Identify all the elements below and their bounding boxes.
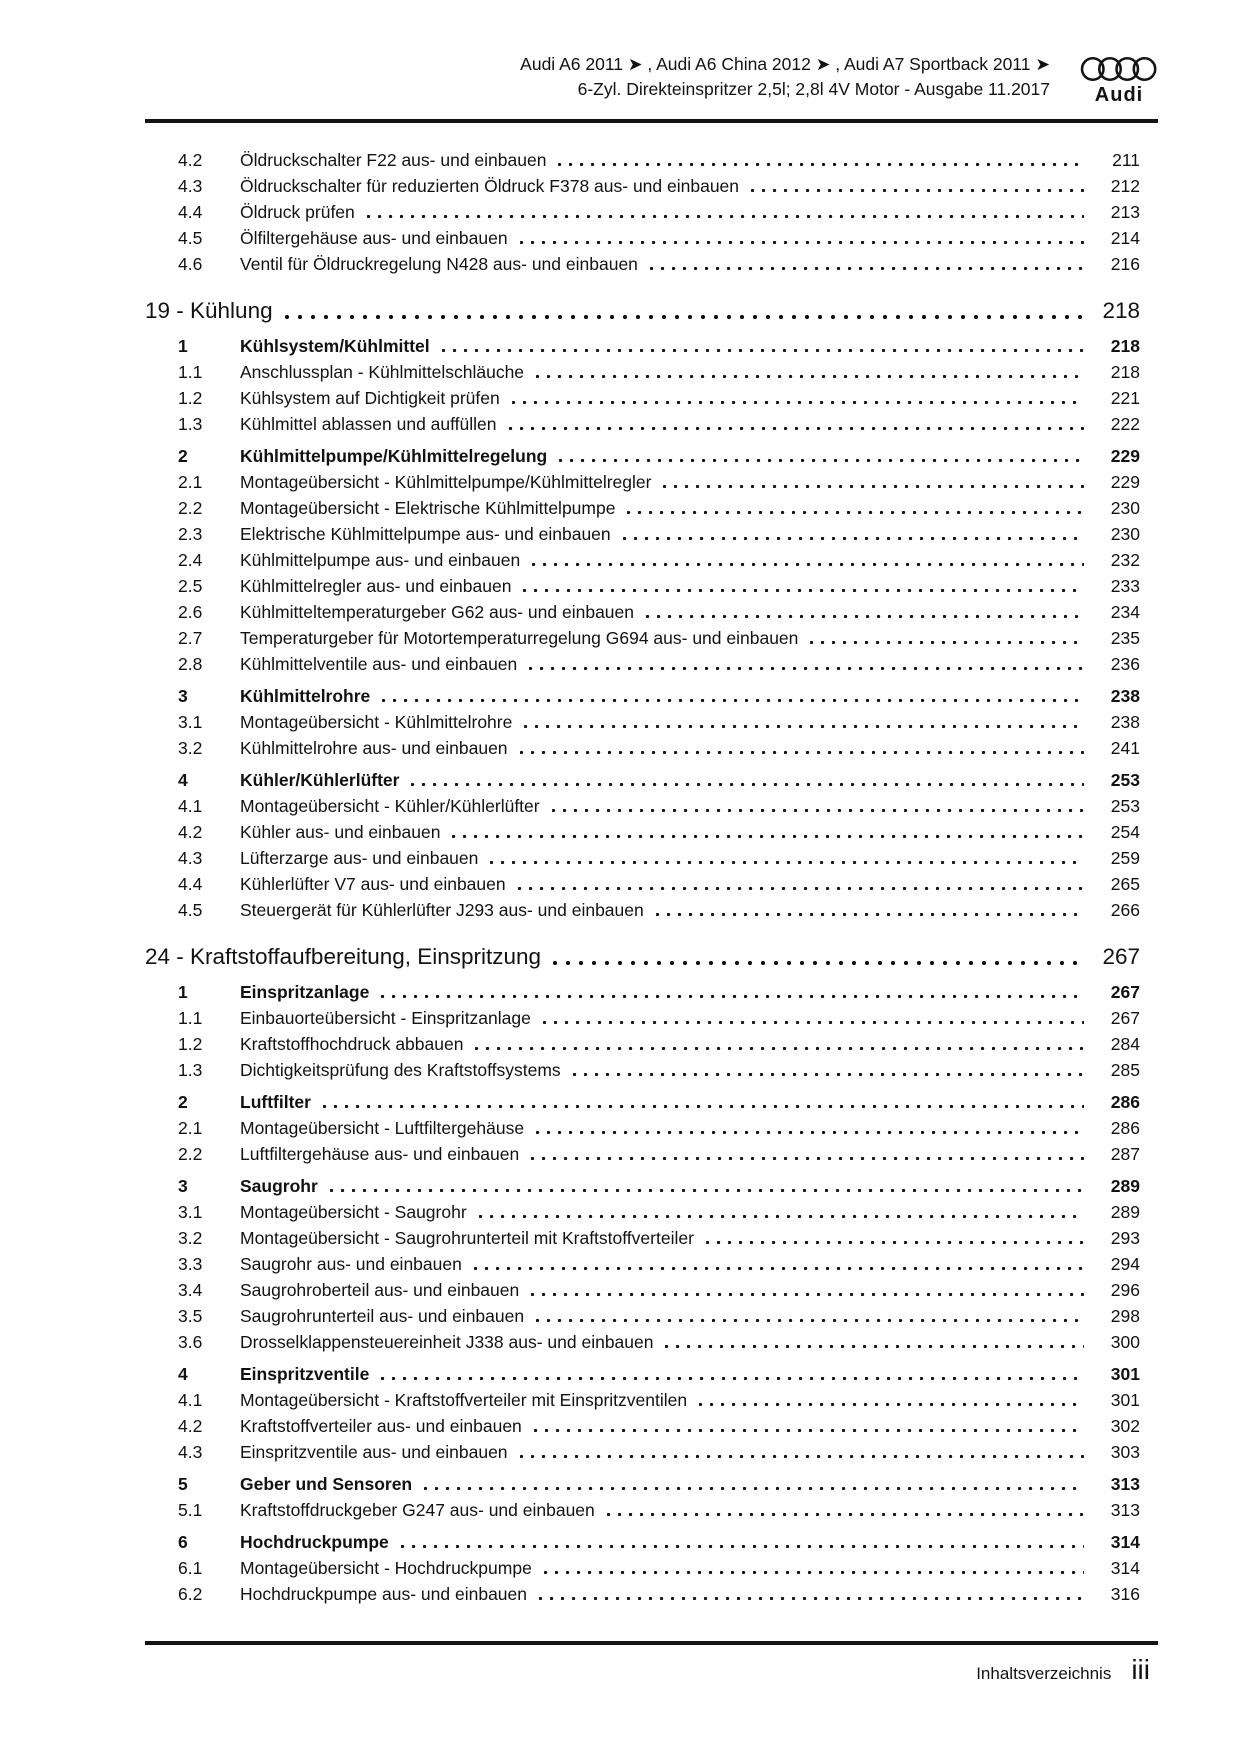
entry-number: 3.2 (178, 1228, 203, 1248)
entry-title: Montageübersicht - Elektrische Kühlmittelpumpe (240, 498, 616, 518)
dot-leader (382, 683, 1084, 709)
entry-title: Kühler/Kühlerlüfter (240, 770, 400, 790)
entry-number: 1 (178, 336, 188, 356)
toc-entry (145, 1031, 1140, 1057)
entry-title: Öldruckschalter für reduzierten Öldruck F378 aus- und einbauen (240, 176, 740, 196)
dot-leader (381, 979, 1084, 1005)
entry-title: Drosselklappensteuereinheit J338 aus- und einbauen (240, 1332, 654, 1352)
entry-page-number: 253 (1110, 796, 1140, 816)
dot-leader (543, 1005, 1084, 1031)
entry-number: 1.2 (178, 388, 203, 408)
entry-title: Einspritzventile (240, 1364, 370, 1384)
page-header (145, 52, 1158, 105)
dot-leader (607, 1497, 1084, 1523)
dot-leader (650, 251, 1084, 277)
entry-title: Geber und Sensoren (240, 1474, 413, 1494)
entry-page-number: 218 (1110, 362, 1140, 382)
entry-page-number: 229 (1110, 472, 1140, 492)
dot-leader (531, 1141, 1084, 1167)
toc-entry (145, 709, 1140, 735)
entry-number: 4.3 (178, 1442, 203, 1462)
entry-title: Saugrohrunterteil aus- und einbauen (240, 1306, 525, 1326)
entry-number: 2.5 (178, 576, 203, 596)
audi-wordmark: Audi (1094, 84, 1144, 106)
entry-title: Montageübersicht - Kühler/Kühlerlüfter (240, 796, 540, 816)
dot-leader (665, 1329, 1084, 1355)
entry-number: 2.1 (178, 472, 203, 492)
entry-page-number: 214 (1110, 228, 1140, 248)
dot-leader (524, 709, 1084, 735)
dot-leader (401, 1529, 1084, 1555)
entry-title: Kühlerlüfter V7 aus- und einbauen (240, 874, 506, 894)
entry-page-number: 314 (1110, 1558, 1140, 1578)
toc-entry (145, 1057, 1140, 1083)
toc-entry (145, 793, 1140, 819)
entry-number: 2.1 (178, 1118, 203, 1138)
header-model-line: Audi A6 2011 ➤ , Audi A6 China 2012 ➤ , Audi A7 Sportback 2011 ➤ (520, 54, 1050, 74)
entry-page-number: 316 (1110, 1584, 1140, 1604)
toc-entry (145, 1581, 1140, 1607)
entry-number: 6.1 (178, 1558, 203, 1578)
toc-entry (145, 1277, 1140, 1303)
dot-leader (544, 1555, 1084, 1581)
dot-leader (367, 199, 1084, 225)
dot-leader (531, 1277, 1084, 1303)
entry-page-number: 303 (1110, 1442, 1140, 1462)
entry-title: 19 - Kühlung (145, 298, 273, 323)
entry-number: 3.4 (178, 1280, 203, 1300)
dot-leader (424, 1471, 1084, 1497)
entry-number: 4.3 (178, 176, 203, 196)
brand-block (1080, 54, 1158, 105)
entry-number: 3.2 (178, 738, 203, 758)
toc-entry (145, 1115, 1140, 1141)
entry-title: Hochdruckpumpe aus- und einbauen (240, 1584, 527, 1604)
entry-title: Montageübersicht - Saugrohrunterteil mit Kraftstoffverteiler (240, 1228, 694, 1248)
entry-title: Saugrohroberteil aus- und einbauen (240, 1280, 520, 1300)
toc-entry (145, 1089, 1140, 1115)
dot-leader (810, 625, 1084, 651)
entry-title: Kraftstoffverteiler aus- und einbauen (240, 1416, 522, 1436)
toc-entry (145, 979, 1140, 1005)
entry-number: 5.1 (178, 1500, 203, 1520)
entry-title: Kühlmittelrohre aus- und einbauen (240, 738, 508, 758)
entry-page-number: 216 (1110, 254, 1140, 274)
entry-number: 1.1 (178, 362, 203, 382)
entry-title: Luftfiltergehäuse aus- und einbauen (240, 1144, 520, 1164)
toc-entry (145, 1439, 1140, 1465)
dot-leader (536, 1303, 1084, 1329)
entry-page-number: 293 (1110, 1228, 1140, 1248)
entry-page-number: 286 (1110, 1118, 1140, 1138)
entry-number: 4.2 (178, 150, 203, 170)
entry-number: 2.2 (178, 498, 203, 518)
entry-title: Montageübersicht - Kraftstoffverteiler mit Einspritzventilen (240, 1390, 688, 1410)
toc-entry (145, 411, 1140, 437)
entry-page-number: 301 (1110, 1390, 1140, 1410)
page-footer (976, 1655, 1150, 1685)
toc-entry (145, 1413, 1140, 1439)
entry-page-number: 266 (1110, 900, 1140, 920)
entry-page-number: 265 (1110, 874, 1140, 894)
toc-entry (145, 683, 1140, 709)
entry-page-number: 253 (1110, 770, 1140, 790)
entry-title: Steuergerät für Kühlerlüfter J293 aus- und einbauen (240, 900, 644, 920)
toc-entry (145, 495, 1140, 521)
dot-leader (411, 767, 1084, 793)
dot-leader (627, 495, 1084, 521)
entry-page-number: 302 (1110, 1416, 1140, 1436)
entry-page-number: 221 (1110, 388, 1140, 408)
entry-number: 4.1 (178, 796, 203, 816)
entry-title: Montageübersicht - Saugrohr (240, 1202, 467, 1222)
dot-leader (573, 1057, 1084, 1083)
entry-page-number: 289 (1110, 1202, 1140, 1222)
entry-page-number: 294 (1110, 1254, 1140, 1274)
toc-entry (145, 819, 1140, 845)
entry-title: Kühlmittelpumpe/Kühlmittelregelung (240, 446, 548, 466)
entry-page-number: 211 (1112, 150, 1140, 170)
toc-entry (145, 625, 1140, 651)
entry-number: 3 (178, 1176, 188, 1196)
entry-number: 3.6 (178, 1332, 203, 1352)
entry-page-number: 314 (1110, 1532, 1140, 1552)
entry-number: 4.3 (178, 848, 203, 868)
entry-number: 3.1 (178, 712, 203, 732)
entry-title: Montageübersicht - Kühlmittelpumpe/Kühlmittelregler (240, 472, 652, 492)
dot-leader (474, 1251, 1084, 1277)
entry-title: 24 - Kraftstoffaufbereitung, Einspritzung (145, 944, 542, 969)
entry-title: Kühlmittel ablassen und auffüllen (240, 414, 497, 434)
entry-number: 4.5 (178, 228, 203, 248)
toc-list (145, 147, 1140, 1607)
toc-entry (145, 521, 1140, 547)
entry-title: Lüfterzarge aus- und einbauen (240, 848, 479, 868)
toc-entry (145, 1199, 1140, 1225)
toc-entry (145, 1173, 1140, 1199)
toc-entry (145, 871, 1140, 897)
entry-number: 3.1 (178, 1202, 203, 1222)
entry-number: 4.2 (178, 822, 203, 842)
entry-number: 2 (178, 1092, 188, 1112)
toc-entry (145, 295, 1140, 327)
entry-title: Saugrohr (240, 1176, 318, 1196)
toc-entry (145, 251, 1140, 277)
entry-page-number: 241 (1110, 738, 1140, 758)
entry-title: Kühlmittelventile aus- und einbauen (240, 654, 518, 674)
entry-number: 4 (178, 1364, 188, 1384)
entry-page-number: 213 (1110, 202, 1140, 222)
dot-leader (509, 411, 1084, 437)
toc-entry (145, 199, 1140, 225)
toc-entry (145, 333, 1140, 359)
dot-leader (518, 871, 1084, 897)
entry-page-number: 232 (1110, 550, 1140, 570)
entry-title: Einspritzanlage (240, 982, 370, 1002)
entry-number: 4.6 (178, 254, 203, 274)
toc-entry (145, 1303, 1140, 1329)
dot-leader (539, 1581, 1084, 1607)
entry-number: 5 (178, 1474, 188, 1494)
audi-rings-icon (1080, 54, 1158, 84)
entry-title: Luftfilter (240, 1092, 311, 1112)
entry-number: 2.4 (178, 550, 203, 570)
toc-entry (145, 599, 1140, 625)
entry-page-number: 301 (1110, 1364, 1140, 1384)
entry-number: 2.3 (178, 524, 203, 544)
dot-leader (646, 599, 1084, 625)
dot-leader (656, 897, 1084, 923)
dot-leader (520, 225, 1084, 251)
entry-title: Temperaturgeber für Motortemperaturregelung G694 aus- und einbauen (240, 628, 799, 648)
dot-leader (523, 573, 1084, 599)
entry-page-number: 267 (1102, 944, 1140, 969)
header-divider (145, 119, 1158, 123)
entry-title: Einspritzventile aus- und einbauen (240, 1442, 508, 1462)
entry-page-number: 286 (1110, 1092, 1140, 1112)
dot-leader (520, 735, 1084, 761)
toc-entry (145, 547, 1140, 573)
dot-leader (285, 295, 1084, 327)
entry-page-number: 212 (1110, 176, 1140, 196)
toc-entry (145, 469, 1140, 495)
entry-number: 2.8 (178, 654, 203, 674)
toc-entry (145, 225, 1140, 251)
entry-number: 1.3 (178, 1060, 203, 1080)
entry-number: 1.1 (178, 1008, 203, 1028)
entry-page-number: 284 (1110, 1034, 1140, 1054)
entry-page-number: 230 (1110, 498, 1140, 518)
entry-title: Kraftstoffdruckgeber G247 aus- und einbauen (240, 1500, 595, 1520)
footer-divider (145, 1641, 1158, 1645)
entry-title: Kühler aus- und einbauen (240, 822, 441, 842)
entry-number: 6.2 (178, 1584, 203, 1604)
entry-title: Montageübersicht - Luftfiltergehäuse (240, 1118, 525, 1138)
toc-entry (145, 385, 1140, 411)
entry-number: 4.1 (178, 1390, 203, 1410)
entry-page-number: 287 (1110, 1144, 1140, 1164)
dot-leader (532, 547, 1084, 573)
entry-title: Einbauorteübersicht - Einspritzanlage (240, 1008, 531, 1028)
entry-number: 6 (178, 1532, 188, 1552)
toc-entry (145, 1387, 1140, 1413)
entry-page-number: 236 (1110, 654, 1140, 674)
entry-title: Ölfiltergehäuse aus- und einbauen (240, 228, 508, 248)
entry-number: 1 (178, 982, 188, 1002)
entry-number: 3.3 (178, 1254, 203, 1274)
entry-page-number: 289 (1110, 1176, 1140, 1196)
entry-page-number: 218 (1102, 298, 1140, 323)
toc-entry (145, 1005, 1140, 1031)
entry-title: Kühlmitteltemperaturgeber G62 aus- und einbauen (240, 602, 634, 622)
entry-page-number: 300 (1110, 1332, 1140, 1352)
entry-title: Elektrische Kühlmittelpumpe aus- und einbauen (240, 524, 611, 544)
entry-page-number: 259 (1110, 848, 1140, 868)
entry-title: Dichtigkeitsprüfung des Kraftstoffsystems (240, 1060, 561, 1080)
dot-leader (520, 1439, 1084, 1465)
entry-page-number: 230 (1110, 524, 1140, 544)
dot-leader (536, 1115, 1084, 1141)
entry-title: Kühlsystem auf Dichtigkeit prüfen (240, 388, 500, 408)
entry-title: Öldruck prüfen (240, 202, 355, 222)
dot-leader (534, 1413, 1084, 1439)
entry-number: 4.2 (178, 1416, 203, 1436)
entry-page-number: 238 (1110, 686, 1140, 706)
dot-leader (529, 651, 1084, 677)
toc-entry (145, 1225, 1140, 1251)
dot-leader (552, 793, 1084, 819)
toc-entry (145, 1329, 1140, 1355)
toc-entry (145, 897, 1140, 923)
toc-entry (145, 147, 1140, 173)
entry-page-number: 238 (1110, 712, 1140, 732)
dot-leader (663, 469, 1084, 495)
dot-leader (381, 1361, 1084, 1387)
dot-leader (479, 1199, 1084, 1225)
entry-page-number: 267 (1110, 982, 1140, 1002)
dot-leader (536, 359, 1084, 385)
toc-entry (145, 1529, 1140, 1555)
dot-leader (475, 1031, 1084, 1057)
dot-leader (623, 521, 1084, 547)
entry-page-number: 233 (1110, 576, 1140, 596)
dot-leader (699, 1387, 1084, 1413)
entry-title: Hochdruckpumpe (240, 1532, 389, 1552)
entry-page-number: 222 (1110, 414, 1140, 434)
dot-leader (553, 941, 1084, 973)
entry-number: 4.4 (178, 874, 203, 894)
footer-section-label: Inhaltsverzeichnis (976, 1664, 1112, 1683)
toc-entry (145, 651, 1140, 677)
dot-leader (452, 819, 1084, 845)
entry-page-number: 298 (1110, 1306, 1140, 1326)
entry-number: 2.2 (178, 1144, 203, 1164)
entry-title: Kühlmittelrohre (240, 686, 371, 706)
entry-number: 4 (178, 770, 188, 790)
entry-page-number: 235 (1110, 628, 1140, 648)
dot-leader (512, 385, 1084, 411)
entry-number: 2 (178, 446, 188, 466)
entry-page-number: 313 (1110, 1474, 1140, 1494)
toc-entry (145, 1141, 1140, 1167)
entry-number: 2.7 (178, 628, 203, 648)
dot-leader (323, 1089, 1084, 1115)
entry-title: Saugrohr aus- und einbauen (240, 1254, 462, 1274)
dot-leader (559, 443, 1084, 469)
toc-entry (145, 767, 1140, 793)
entry-number: 4.5 (178, 900, 203, 920)
toc-entry (145, 941, 1140, 973)
toc-entry (145, 1471, 1140, 1497)
toc-entry (145, 1497, 1140, 1523)
dot-leader (706, 1225, 1084, 1251)
entry-number: 3.5 (178, 1306, 203, 1326)
toc-entry (145, 1361, 1140, 1387)
entry-number: 4.4 (178, 202, 203, 222)
footer-page-number: iii (1131, 1654, 1150, 1685)
entry-title: Kühlmittelpumpe aus- und einbauen (240, 550, 521, 570)
dot-leader (490, 845, 1084, 871)
entry-number: 2.6 (178, 602, 203, 622)
entry-title: Kühlsystem/Kühlmittel (240, 336, 430, 356)
entry-page-number: 254 (1110, 822, 1140, 842)
toc-entry (145, 443, 1140, 469)
toc-entry (145, 173, 1140, 199)
entry-title: Kühlmittelregler aus- und einbauen (240, 576, 512, 596)
dot-leader (558, 147, 1084, 173)
entry-page-number: 285 (1110, 1060, 1140, 1080)
toc-entry (145, 1555, 1140, 1581)
entry-title: Ventil für Öldruckregelung N428 aus- und einbauen (240, 254, 638, 274)
entry-page-number: 296 (1110, 1280, 1140, 1300)
entry-page-number: 234 (1110, 602, 1140, 622)
entry-page-number: 313 (1110, 1500, 1140, 1520)
toc-entry (145, 573, 1140, 599)
entry-title: Montageübersicht - Hochdruckpumpe (240, 1558, 532, 1578)
entry-title: Kraftstoffhochdruck abbauen (240, 1034, 464, 1054)
entry-page-number: 218 (1110, 336, 1140, 356)
toc-entry (145, 735, 1140, 761)
entry-page-number: 229 (1110, 446, 1140, 466)
dot-leader (751, 173, 1084, 199)
header-engine-line: 6-Zyl. Direkteinspritzer 2,5l; 2,8l 4V Motor - Ausgabe 11.2017 (577, 79, 1050, 99)
entry-number: 1.3 (178, 414, 203, 434)
toc-entry (145, 359, 1140, 385)
entry-number: 3 (178, 686, 188, 706)
entry-title: Anschlussplan - Kühlmittelschläuche (240, 362, 525, 382)
dot-leader (442, 333, 1084, 359)
dot-leader (330, 1173, 1084, 1199)
toc-entry (145, 1251, 1140, 1277)
entry-title: Montageübersicht - Kühlmittelrohre (240, 712, 513, 732)
header-text (520, 52, 1050, 102)
entry-page-number: 267 (1110, 1008, 1140, 1028)
entry-title: Öldruckschalter F22 aus- und einbauen (240, 150, 547, 170)
entry-number: 1.2 (178, 1034, 203, 1054)
toc-entry (145, 845, 1140, 871)
